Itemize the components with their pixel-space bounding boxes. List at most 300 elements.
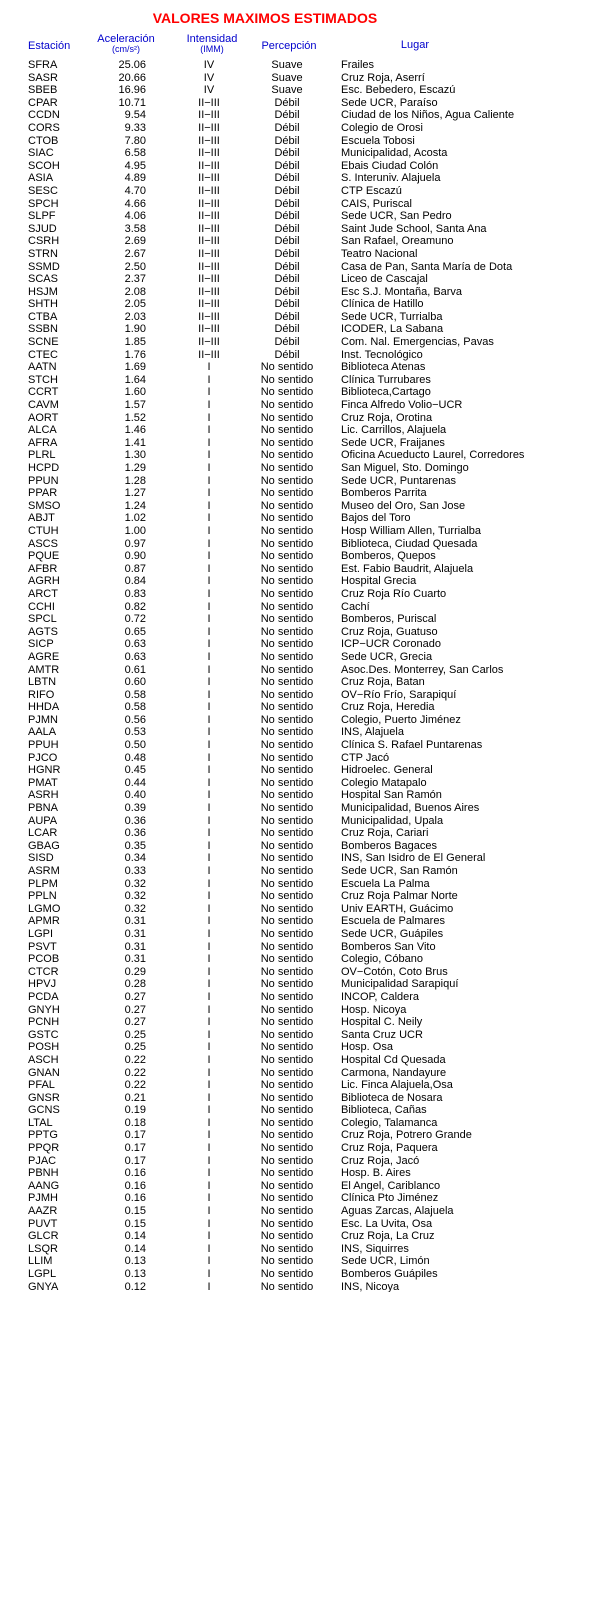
acceleration-cell: 9.33 [124,121,146,134]
perception-cell: Débil [274,159,300,172]
station-cell: GNAN [28,1066,60,1079]
intensity-cell: I [207,978,211,991]
place-cell: Bomberos Guápiles [341,1268,438,1280]
perception-cell: No sentido [260,411,314,424]
table-row [0,1104,590,1117]
table-row [0,701,590,714]
station-cell: ASCS [28,537,58,550]
intensity-cell: I [207,436,211,449]
acceleration-cell: 1.76 [124,348,146,361]
station-cell: PPTG [28,1129,58,1142]
perception-cell: No sentido [260,764,314,777]
acceleration-cell: 0.27 [124,1003,146,1016]
place-cell: INCOP, Caldera [341,990,420,1003]
table-row [0,915,590,928]
acceleration-cell: 2.05 [124,298,146,311]
table-row [0,223,590,236]
station-cell: LGMO [28,902,61,915]
table-row [0,1205,590,1218]
perception-cell: Débil [274,323,300,336]
intensity-cell: IV [203,84,215,97]
table-row [0,1192,590,1205]
station-cell: SBEB [28,84,58,97]
perception-cell: No sentido [260,562,314,575]
place-cell: Lic. Finca Alajuela,Osa [341,1079,453,1092]
perception-cell: No sentido [260,688,314,701]
intensity-cell: I [207,1205,211,1218]
perception-cell: No sentido [260,965,314,978]
place-cell: Cruz Roja, Batan [341,676,425,689]
station-cell: STCH [28,373,58,386]
table-row [0,827,590,840]
station-cell: ASRM [28,865,60,877]
intensity-cell: I [207,890,211,903]
intensity-cell: I [207,474,211,487]
place-cell: Municipalidad Sarapiquí [341,978,459,991]
perception-cell: No sentido [260,449,314,462]
intensity-cell: II−III [198,147,220,160]
station-cell: PJMH [28,1192,58,1205]
place-cell: Sede UCR, San Ramón [341,865,458,877]
perception-cell: No sentido [260,575,314,588]
table-row [0,664,590,677]
intensity-cell: I [207,625,211,638]
perception-cell: Débil [274,96,300,109]
table-row [0,563,590,576]
acceleration-cell: 0.63 [124,650,146,663]
station-cell: PCNH [28,1016,60,1029]
station-cell: AGRE [28,650,60,663]
table-row [0,991,590,1004]
station-cell: PPUH [28,739,59,752]
table-row [0,928,590,941]
table-row [0,1016,590,1029]
intensity-cell: I [207,613,211,626]
perception-cell: No sentido [260,953,314,966]
table-row [0,739,590,752]
perception-cell: No sentido [260,386,314,399]
station-cell: PBNA [28,802,58,815]
intensity-cell: I [207,764,211,777]
acceleration-cell: 1.60 [124,386,146,399]
station-cell: AATN [28,361,57,374]
intensity-cell: I [207,688,211,701]
intensity-cell: I [207,865,211,877]
acceleration-cell: 0.32 [124,890,146,903]
table-row [0,588,590,601]
table-row [0,59,590,72]
table-row [0,978,590,991]
acceleration-cell: 2.69 [124,235,146,248]
acceleration-cell: 0.72 [124,613,146,626]
station-cell: ARCT [28,587,58,600]
table-row [0,840,590,853]
intensity-cell: I [207,1230,211,1243]
station-cell: ALCA [28,424,57,437]
perception-cell: Débil [274,172,300,185]
place-cell: Hidroelec. General [341,764,433,777]
acceleration-cell: 4.89 [124,172,146,185]
acceleration-cell: 0.45 [124,764,146,777]
acceleration-cell: 0.44 [124,776,146,789]
place-cell: Cruz Roja, La Cruz [341,1230,435,1243]
intensity-cell: II−III [198,260,220,273]
place-cell: Hospital C. Neily [341,1016,423,1029]
perception-cell: Débil [274,285,300,298]
perception-cell: No sentido [260,1142,314,1155]
station-cell: SCNE [28,336,59,349]
station-cell: AORT [28,411,59,424]
station-cell: PUVT [28,1217,58,1230]
perception-cell: No sentido [260,361,314,374]
perception-cell: No sentido [260,613,314,626]
station-cell: CORS [28,121,60,134]
acceleration-cell: 1.27 [124,487,146,500]
place-cell: Cruz Roja, Heredia [341,701,435,714]
acceleration-cell: 0.15 [124,1217,146,1230]
place-cell: Colegio, Puerto Jiménez [341,713,461,726]
perception-cell: No sentido [260,1091,314,1104]
table-row [0,512,590,525]
acceleration-cell: 0.31 [124,927,146,940]
station-cell: POSH [28,1041,60,1054]
table-row [0,638,590,651]
table-row [0,714,590,727]
place-cell: Sede UCR, San Pedro [341,210,452,223]
station-cell: SSMD [28,260,60,273]
intensity-cell: I [207,1116,211,1129]
table-row [0,248,590,261]
place-cell: Santa Cruz UCR [341,1028,423,1041]
place-cell: Oficina Acueducto Laurel, Corredores [341,449,525,462]
intensity-cell: I [207,1179,211,1192]
perception-cell: No sentido [260,373,314,386]
table-row [0,1243,590,1256]
intensity-cell: I [207,537,211,550]
intensity-cell: I [207,424,211,437]
acceleration-cell: 0.56 [124,713,146,726]
acceleration-cell: 2.67 [124,247,146,260]
perception-cell: Débil [274,348,300,361]
station-cell: GCNS [28,1104,60,1117]
station-cell: PCDA [28,990,59,1003]
intensity-cell: II−III [198,273,220,286]
perception-cell: Débil [274,273,300,286]
acceleration-cell: 0.31 [124,953,146,966]
place-cell: Colegio, Talamanca [341,1116,438,1129]
acceleration-cell: 4.66 [124,197,146,210]
place-cell: Hosp William Allen, Turrialba [341,524,481,537]
perception-cell: No sentido [260,802,314,815]
intensity-cell: II−III [198,109,220,122]
acceleration-cell: 0.58 [124,701,146,714]
perception-cell: No sentido [260,1217,314,1230]
perception-cell: Débil [274,310,300,323]
station-cell: PQUE [28,550,60,563]
table-row [0,135,590,148]
perception-cell: No sentido [260,550,314,563]
intensity-cell: I [207,650,211,663]
table-row [0,1230,590,1243]
intensity-cell: II−III [198,336,220,349]
intensity-cell: I [207,789,211,802]
acceleration-cell: 0.14 [124,1242,146,1255]
table-row [0,1117,590,1130]
place-cell: Cruz Roja, Guatuso [341,625,438,638]
station-cell: AMTR [28,663,60,676]
perception-cell: No sentido [260,1167,314,1180]
acceleration-cell: 0.33 [124,865,146,877]
table-row [0,575,590,588]
station-cell: PBNH [28,1167,59,1180]
intensity-cell: I [207,1192,211,1205]
table-row [0,261,590,274]
intensity-cell: I [207,1041,211,1054]
intensity-cell: I [207,1142,211,1155]
table-row [0,160,590,173]
perception-cell: No sentido [260,474,314,487]
perception-cell: No sentido [260,650,314,663]
table-row [0,764,590,777]
perception-cell: Débil [274,247,300,260]
table-row [0,941,590,954]
table-row [0,185,590,198]
station-cell: GNSR [28,1091,60,1104]
perception-cell: No sentido [260,789,314,802]
intensity-cell: I [207,524,211,537]
intensity-cell: I [207,1079,211,1092]
perception-cell: No sentido [260,1016,314,1029]
perception-cell: Débil [274,260,300,273]
acceleration-cell: 0.83 [124,587,146,600]
perception-cell: Suave [271,84,303,97]
intensity-cell: I [207,1091,211,1104]
intensity-cell: I [207,940,211,953]
perception-cell: No sentido [260,776,314,789]
acceleration-cell: 0.28 [124,978,146,991]
perception-cell: No sentido [260,1179,314,1192]
header-place: Lugar [400,39,430,51]
table-row [0,1004,590,1017]
perception-cell: Débil [274,222,300,235]
acceleration-cell: 1.28 [124,474,146,487]
intensity-cell: II−III [198,235,220,248]
station-cell: AALA [28,726,57,739]
station-cell: RIFO [28,688,55,701]
station-cell: PJMN [28,713,58,726]
acceleration-cell: 0.32 [124,902,146,915]
perception-cell: No sentido [260,512,314,525]
station-cell: CTEC [28,348,58,361]
intensity-cell: I [207,512,211,525]
perception-cell: No sentido [260,751,314,764]
acceleration-cell: 2.50 [124,260,146,273]
header-perception: Percepción [261,40,317,52]
acceleration-cell: 0.39 [124,802,146,815]
acceleration-cell: 0.97 [124,537,146,550]
acceleration-cell: 3.58 [124,222,146,235]
place-cell: Bajos del Toro [341,512,411,525]
place-cell: Municipalidad, Acosta [341,147,448,160]
perception-cell: No sentido [260,424,314,437]
station-cell: GLCR [28,1230,59,1243]
place-cell: CTP Escazú [341,184,402,197]
table-row [0,500,590,513]
acceleration-cell: 6.58 [124,147,146,160]
intensity-cell: I [207,827,211,840]
intensity-cell: I [207,1255,211,1268]
station-cell: SSBN [28,323,58,336]
station-cell: GNYA [28,1280,59,1292]
station-cell: AFRA [28,436,58,449]
station-cell: PLPM [28,877,58,890]
station-cell: GSTC [28,1028,59,1041]
perception-cell: No sentido [260,1003,314,1016]
station-cell: PJCO [28,751,58,764]
acceleration-cell: 2.37 [124,273,146,286]
place-cell: CTP Jacó [341,751,390,764]
place-cell: Cruz Roja, Potrero Grande [341,1129,472,1142]
place-cell: Cruz Roja, Orotina [341,411,433,424]
intensity-cell: I [207,487,211,500]
acceleration-cell: 4.95 [124,159,146,172]
place-cell: Sede UCR, Guápiles [341,927,444,940]
acceleration-cell: 0.40 [124,789,146,802]
header-intensity-label: Intensidad [186,33,238,45]
place-cell: INS, San Isidro de El General [341,852,486,865]
perception-cell: No sentido [260,499,314,512]
table-row [0,550,590,563]
table-row [0,1218,590,1231]
intensity-cell: I [207,1280,211,1292]
perception-cell: No sentido [260,663,314,676]
perception-cell: No sentido [260,915,314,928]
intensity-cell: I [207,739,211,752]
station-cell: LGPI [28,927,54,940]
perception-cell: No sentido [260,1066,314,1079]
table-row [0,1067,590,1080]
acceleration-cell: 1.46 [124,424,146,437]
station-cell: GBAG [28,839,60,852]
table-row [0,462,590,475]
place-cell: Inst. Tecnológico [341,348,423,361]
acceleration-cell: 0.87 [124,562,146,575]
place-cell: Cachí [341,600,370,613]
place-cell: Sede UCR, Fraijanes [341,436,445,449]
table-row [0,109,590,122]
station-cell: AAZR [28,1205,58,1218]
table-row [0,903,590,916]
place-cell: ICP−UCR Coronado [341,638,441,651]
place-cell: Hospital San Ramón [341,789,442,802]
station-cell: HPVJ [28,978,57,991]
table-row [0,386,590,399]
table-row [0,852,590,865]
perception-cell: No sentido [260,852,314,865]
perception-cell: No sentido [260,1116,314,1129]
acceleration-cell: 1.57 [124,399,146,412]
table-row [0,1129,590,1142]
place-cell: Biblioteca, Ciudad Quesada [341,537,478,550]
perception-cell: Suave [271,71,303,84]
intensity-cell: II−III [198,285,220,298]
acceleration-cell: 0.13 [124,1268,146,1280]
perception-cell: Débil [274,109,300,122]
table-row [0,475,590,488]
acceleration-cell: 0.36 [124,814,146,827]
table-row [0,172,590,185]
place-cell: Cruz Roja, Cariari [341,827,429,840]
acceleration-cell: 0.16 [124,1179,146,1192]
intensity-cell: I [207,386,211,399]
perception-cell: No sentido [260,827,314,840]
station-cell: CTOB [28,134,59,147]
acceleration-cell: 7.80 [124,134,146,147]
station-cell: LTAL [28,1116,53,1129]
acceleration-cell: 0.25 [124,1041,146,1054]
intensity-cell: I [207,638,211,651]
table-row [0,878,590,891]
station-cell: ASCH [28,1053,59,1066]
table-row [0,235,590,248]
acceleration-cell: 0.22 [124,1079,146,1092]
table-row [0,147,590,160]
station-cell: SFRA [28,59,58,71]
table-row [0,789,590,802]
station-cell: SESC [28,184,58,197]
station-cell: AGTS [28,625,58,638]
table-row [0,449,590,462]
place-cell: Carmona, Nandayure [341,1066,447,1079]
intensity-cell: IV [203,59,215,71]
place-cell: Hospital Cd Quesada [341,1053,446,1066]
place-cell: Lic. Carrillos, Alajuela [341,424,447,437]
intensity-cell: I [207,953,211,966]
table-row [0,1281,590,1292]
perception-cell: Débil [274,121,300,134]
place-cell: Cruz Roja, Paquera [341,1142,438,1155]
table-row [0,336,590,349]
place-cell: Escuela La Palma [341,877,430,890]
table-row [0,777,590,790]
table-row [0,802,590,815]
station-cell: CTCR [28,965,59,978]
station-cell: PSVT [28,940,57,953]
intensity-cell: I [207,839,211,852]
table-row [0,865,590,878]
acceleration-cell: 0.12 [124,1280,146,1292]
intensity-cell: II−III [198,121,220,134]
intensity-cell: II−III [198,210,220,223]
perception-cell: No sentido [260,1104,314,1117]
acceleration-cell: 0.18 [124,1116,146,1129]
intensity-cell: II−III [198,184,220,197]
acceleration-cell: 0.58 [124,688,146,701]
acceleration-cell: 4.06 [124,210,146,223]
place-cell: Est. Fabio Baudrit, Alajuela [341,562,474,575]
place-cell: El Angel, Cariblanco [341,1179,441,1192]
place-cell: Colegio Matapalo [341,776,427,789]
table-row [0,1142,590,1155]
station-cell: SCAS [28,273,58,286]
perception-cell: Débil [274,184,300,197]
perception-cell: No sentido [260,739,314,752]
table-row [0,1167,590,1180]
perception-cell: No sentido [260,1280,314,1292]
place-cell: OV−Cotón, Coto Brus [341,965,448,978]
place-cell: Bomberos San Vito [341,940,436,953]
table-row [0,953,590,966]
